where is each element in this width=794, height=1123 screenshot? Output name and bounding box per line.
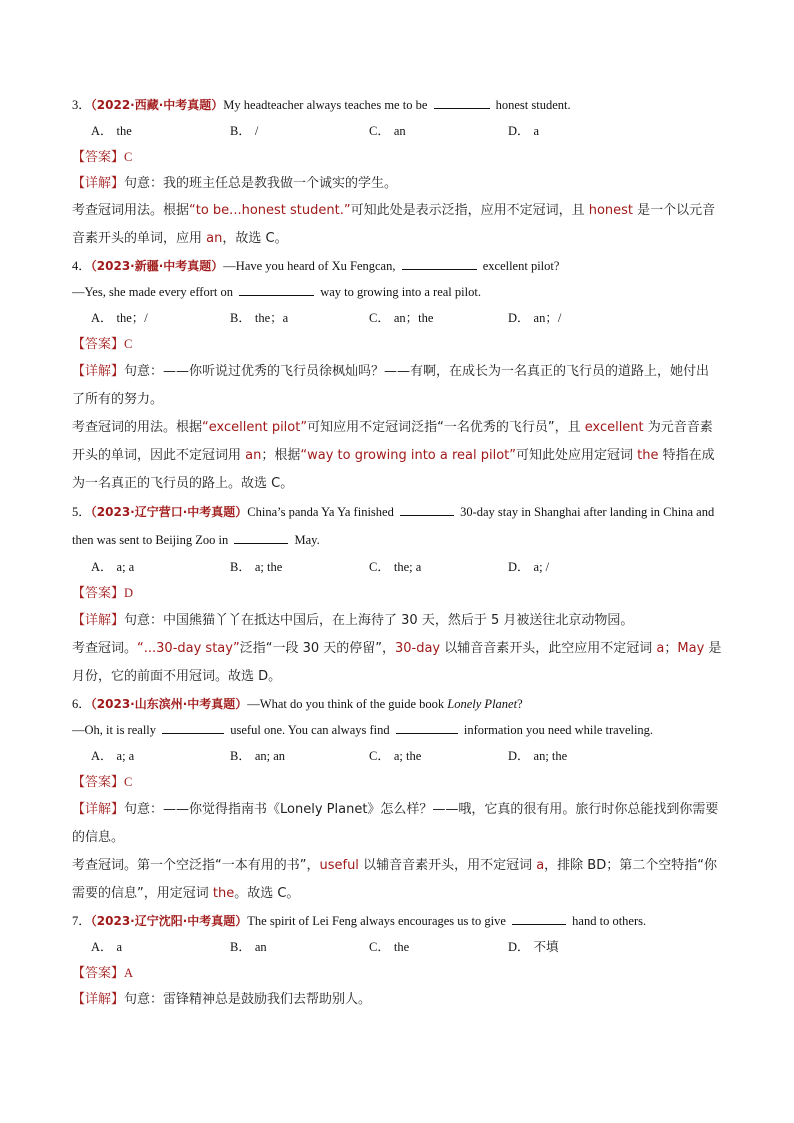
question-stem bbox=[72, 253, 722, 279]
question-source: （2022·西藏·中考真题） bbox=[90, 98, 224, 112]
explain-text: 为元音音素开头的单词，因此不定冠词用 bbox=[72, 420, 713, 463]
question-stem bbox=[72, 279, 722, 305]
explain-quote: a bbox=[536, 858, 545, 873]
option-d bbox=[508, 118, 647, 144]
option-letter: D． bbox=[508, 311, 530, 325]
answer-blank bbox=[512, 912, 566, 925]
question-6 bbox=[72, 691, 722, 908]
answer-blank bbox=[239, 283, 314, 296]
option-text: the bbox=[393, 940, 410, 954]
option-letter: D． bbox=[508, 124, 530, 138]
option-a bbox=[91, 554, 230, 580]
answer-value: C bbox=[124, 775, 133, 789]
option-letter: D． bbox=[508, 940, 530, 954]
stem-text: honest student. bbox=[492, 98, 571, 112]
question-stem bbox=[72, 92, 722, 118]
option-c bbox=[369, 743, 508, 769]
option-text: an; an bbox=[254, 749, 286, 763]
detail-explanation bbox=[72, 635, 722, 691]
option-b bbox=[230, 743, 369, 769]
question-source: （2023·辽宁沈阳·中考真题） bbox=[90, 914, 248, 928]
question-stem bbox=[72, 717, 722, 743]
option-c bbox=[369, 554, 508, 580]
explain-quote: “excellent pilot” bbox=[202, 420, 308, 435]
question-7 bbox=[72, 908, 722, 1013]
question-source: （2023·新疆·中考真题） bbox=[90, 259, 224, 273]
explain-quote: an bbox=[206, 231, 223, 246]
option-d bbox=[508, 743, 647, 769]
explain-quote: May bbox=[677, 641, 705, 656]
option-text: an；/ bbox=[533, 311, 562, 325]
explain-text: ； bbox=[664, 641, 678, 656]
stem-text: May. bbox=[291, 533, 320, 547]
option-text: a; / bbox=[533, 560, 550, 574]
option-letter: B． bbox=[230, 560, 251, 574]
answer-line bbox=[72, 331, 722, 358]
option-letter: A． bbox=[91, 124, 113, 138]
explain-quote: an bbox=[245, 448, 262, 463]
explain-text: 考查冠词的用法。根据 bbox=[72, 420, 203, 435]
detail-explanation bbox=[72, 852, 722, 908]
detail-tag: 【详解】 bbox=[72, 613, 125, 628]
option-letter: A． bbox=[91, 311, 113, 325]
option-b bbox=[230, 554, 369, 580]
answer-blank bbox=[400, 503, 454, 516]
detail-meaning bbox=[72, 796, 722, 852]
question-number: 6． bbox=[72, 697, 91, 711]
option-letter: C． bbox=[369, 749, 390, 763]
option-text: a bbox=[533, 124, 540, 138]
explain-text: ，故选 C。 bbox=[222, 231, 288, 246]
option-b bbox=[230, 305, 369, 331]
detail-meaning bbox=[72, 358, 722, 414]
explain-text: 以辅音音素开头，此空应用不定冠词 bbox=[440, 641, 657, 656]
option-d bbox=[508, 934, 647, 960]
question-number: 7． bbox=[72, 914, 91, 928]
explain-text: 可知应用不定冠词泛指“一名优秀的飞行员”，且 bbox=[307, 420, 585, 435]
detail-meaning bbox=[72, 987, 722, 1013]
explain-text: 。故选 C。 bbox=[234, 886, 300, 901]
option-letter: A． bbox=[91, 560, 113, 574]
explain-text: 考查冠词。第一个空泛指“一本有用的书”， bbox=[72, 858, 320, 873]
options bbox=[72, 934, 722, 960]
option-text: an; the bbox=[533, 749, 568, 763]
option-a bbox=[91, 305, 230, 331]
option-letter: D． bbox=[508, 749, 530, 763]
options bbox=[72, 305, 722, 331]
option-letter: B． bbox=[230, 311, 251, 325]
explain-quote: 30-day bbox=[394, 641, 441, 656]
meaning-text: 句意：——你听说过优秀的飞行员徐枫灿吗？——有啊，在成长为一名真正的飞行员的道路上，她付出了所有的努力。 bbox=[72, 364, 710, 407]
detail-explanation bbox=[72, 414, 722, 498]
answer-tag: 【答案】 bbox=[72, 775, 125, 790]
question-stem bbox=[72, 498, 722, 554]
option-text: a bbox=[116, 940, 123, 954]
option-text: 不填 bbox=[533, 940, 559, 954]
book-title: Lonely Planet bbox=[447, 697, 518, 711]
question-source: （2023·辽宁营口·中考真题） bbox=[90, 505, 248, 519]
option-c bbox=[369, 305, 508, 331]
explain-quote: excellent bbox=[584, 420, 644, 435]
stem-text: —Oh, it is really bbox=[72, 723, 160, 737]
stem-text: China’s panda Ya Ya finished bbox=[247, 505, 397, 519]
detail-tag: 【详解】 bbox=[72, 364, 125, 379]
option-text: an bbox=[393, 124, 406, 138]
explain-quote: useful bbox=[319, 858, 359, 873]
meaning-text: 句意：我的班主任总是教我做一个诚实的学生。 bbox=[124, 176, 398, 191]
answer-value: C bbox=[124, 337, 133, 351]
stem-text: —What do you think of the guide book bbox=[247, 697, 448, 711]
stem-text: hand to others. bbox=[569, 914, 647, 928]
option-text: a; a bbox=[116, 560, 135, 574]
question-4 bbox=[72, 253, 722, 498]
explain-text: 是月份，它的前面不用冠词。故选 D。 bbox=[72, 641, 722, 684]
option-text: a; the bbox=[393, 749, 422, 763]
option-d bbox=[508, 554, 647, 580]
stem-text: The spirit of Lei Feng always encourages us to give bbox=[247, 914, 510, 928]
answer-blank bbox=[402, 257, 477, 270]
option-letter: A． bbox=[91, 749, 113, 763]
answer-tag: 【答案】 bbox=[72, 337, 125, 352]
option-c bbox=[369, 118, 508, 144]
option-letter: C． bbox=[369, 560, 390, 574]
option-b bbox=[230, 118, 369, 144]
option-text: the; a bbox=[393, 560, 422, 574]
explain-quote: “to be...honest student.” bbox=[189, 203, 351, 218]
stem-text: useful one. You can always find bbox=[227, 723, 393, 737]
answer-line bbox=[72, 769, 722, 796]
explain-quote: the bbox=[637, 448, 659, 463]
stem-text: ? bbox=[517, 697, 523, 711]
options bbox=[72, 554, 722, 580]
answer-tag: 【答案】 bbox=[72, 150, 125, 165]
option-text: an；the bbox=[393, 311, 434, 325]
meaning-text: 句意：中国熊猫丫丫在抵达中国后，在上海待了 30 天，然后于 5 月被送往北京动物园。 bbox=[124, 613, 634, 628]
answer-line bbox=[72, 960, 722, 987]
detail-tag: 【详解】 bbox=[72, 176, 125, 191]
explain-text: 是一个以元音音素开头的单词，应用 bbox=[72, 203, 716, 246]
option-c bbox=[369, 934, 508, 960]
detail-meaning bbox=[72, 607, 722, 635]
stem-text: 30-day stay in Shanghai after landing in China and then was sent to Beijing Zoo in bbox=[72, 505, 715, 547]
option-d bbox=[508, 305, 647, 331]
option-letter: A． bbox=[91, 940, 113, 954]
explain-quote: the bbox=[212, 886, 235, 901]
explain-text: 以辅音音素开头，用不定冠词 bbox=[358, 858, 537, 873]
option-text: a; the bbox=[254, 560, 283, 574]
answer-value: D bbox=[124, 586, 134, 600]
option-text: a; a bbox=[116, 749, 135, 763]
options bbox=[72, 743, 722, 769]
question-3 bbox=[72, 92, 722, 253]
answer-tag: 【答案】 bbox=[72, 586, 125, 601]
explain-quote: honest bbox=[588, 203, 634, 218]
detail-tag: 【详解】 bbox=[72, 802, 125, 817]
option-a bbox=[91, 934, 230, 960]
question-number: 4． bbox=[72, 259, 91, 273]
meaning-text: 句意：雷锋精神总是鼓励我们去帮助别人。 bbox=[124, 992, 372, 1007]
option-letter: C． bbox=[369, 940, 390, 954]
option-letter: D． bbox=[508, 560, 530, 574]
option-text: / bbox=[254, 124, 259, 138]
detail-meaning bbox=[72, 171, 722, 197]
stem-text: excellent pilot? bbox=[479, 259, 560, 273]
question-stem bbox=[72, 908, 722, 934]
stem-text: way to growing into a real pilot. bbox=[317, 285, 481, 299]
explain-text: 特指在成为一名真正的飞行员的路上。故选 C。 bbox=[72, 448, 715, 491]
option-letter: B． bbox=[230, 940, 251, 954]
option-letter: C． bbox=[369, 124, 390, 138]
answer-value: C bbox=[124, 150, 133, 164]
option-b bbox=[230, 934, 369, 960]
option-text: the bbox=[116, 124, 132, 138]
stem-text: information you need while traveling. bbox=[460, 723, 654, 737]
answer-blank bbox=[162, 721, 224, 734]
explain-text: ，排除 BD；第二个空特指“你需要的信息”，用定冠词 bbox=[72, 858, 717, 901]
stem-text: —Yes, she made every effort on bbox=[72, 285, 237, 299]
question-list bbox=[72, 92, 722, 1013]
explain-quote: a bbox=[656, 641, 665, 656]
detail-explanation bbox=[72, 197, 722, 253]
answer-line bbox=[72, 580, 722, 607]
option-letter: C． bbox=[369, 311, 390, 325]
question-number: 3． bbox=[72, 98, 91, 112]
stem-text: —Have you heard of Xu Fengcan, bbox=[223, 259, 399, 273]
answer-blank bbox=[396, 721, 458, 734]
option-a bbox=[91, 743, 230, 769]
explain-text: 考查冠词用法。根据 bbox=[72, 203, 190, 218]
detail-tag: 【详解】 bbox=[72, 992, 125, 1007]
question-stem bbox=[72, 691, 722, 717]
option-letter: B． bbox=[230, 124, 251, 138]
explain-text: ；根据 bbox=[261, 448, 301, 463]
option-a bbox=[91, 118, 230, 144]
explain-quote: “way to growing into a real pilot” bbox=[300, 448, 517, 463]
stem-text: My headteacher always teaches me to be bbox=[223, 98, 431, 112]
option-text: an bbox=[254, 940, 267, 954]
explain-text: 泛指“一段 30 天的停留”， bbox=[239, 641, 395, 656]
question-5 bbox=[72, 498, 722, 691]
answer-line bbox=[72, 144, 722, 171]
explain-text: 可知此处应用定冠词 bbox=[516, 448, 638, 463]
option-text: the；/ bbox=[116, 311, 148, 325]
explain-text: 可知此处是表示泛指，应用不定冠词，且 bbox=[350, 203, 589, 218]
question-source: （2023·山东滨州·中考真题） bbox=[90, 697, 248, 711]
question-number: 5． bbox=[72, 505, 91, 519]
answer-tag: 【答案】 bbox=[72, 966, 125, 981]
option-text: the；a bbox=[254, 311, 289, 325]
explain-text: 考查冠词。 bbox=[72, 641, 138, 656]
answer-value: A bbox=[124, 966, 134, 980]
explain-quote: “...30-day stay” bbox=[137, 641, 240, 656]
answer-blank bbox=[234, 531, 288, 544]
options bbox=[72, 118, 722, 144]
answer-blank bbox=[434, 96, 490, 109]
meaning-text: 句意：——你觉得指南书《Lonely Planet》怎么样？——哦，它真的很有用。旅行时你总能找到你需要的信息。 bbox=[72, 802, 719, 845]
option-letter: B． bbox=[230, 749, 251, 763]
